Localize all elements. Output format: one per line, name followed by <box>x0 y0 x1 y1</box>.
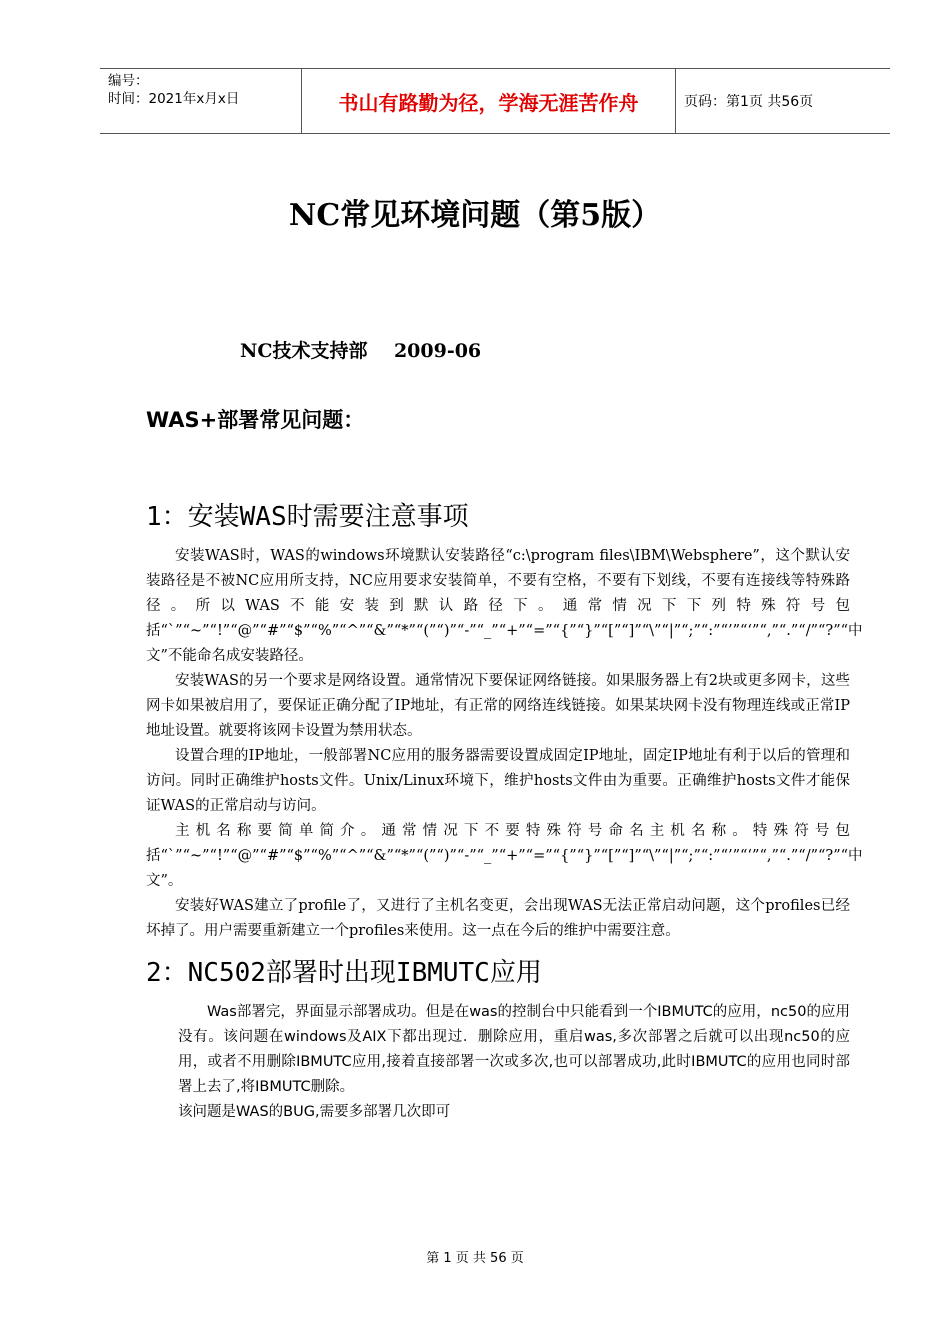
section1-paragraph: 主机名称要简单简介。通常情况下不要特殊符号命名主机名称。特殊符号包括“`”“~”“!”“@”“#”“$”“%”“^”“&”“*”“(”“)”“-”“_”“+”“=”“{”“}”“[”“]”“\”“|”“;”“:”“’”“‘”“,”“.”“/”“?”“中文”。 <box>146 823 863 889</box>
department-date: NC技术支持部 2009-06 <box>240 340 482 362</box>
section2-paragraph: 该问题是WAS的BUG,需要多部署几次即可 <box>178 1104 451 1120</box>
page-footer: 第 1 页 共 56 页 <box>426 1251 524 1266</box>
page-header <box>100 68 890 134</box>
section1-heading: 1：安装WAS时需要注意事项 <box>146 502 469 532</box>
was-section-heading: WAS+部署常见问题： <box>146 408 365 432</box>
section1-body <box>146 544 863 944</box>
section1-paragraph: 安装WAS的另一个要求是网络设置。通常情况下要保证网络链接。如果服务器上有2块或更多网卡，这些网卡如果被启用了，要保证正确分配了IP地址，有正常的网络连线链接。如果某块网卡没有物理连线或正常IP地址设置。就要将该网卡设置为禁用状态。 <box>146 673 850 739</box>
document-title: NC常见环境问题（第5版） <box>288 198 662 233</box>
section1-paragraph: 安装好WAS建立了profile了，又进行了主机名变更，会出现WAS无法正常启动问题，这个profiles已经坏掉了。用户需要重新建立一个profiles来使用。这一点在今后的维护中需要注意。 <box>146 898 850 939</box>
section2-paragraph: Was部署完，界面显示部署成功。但是在was的控制台中只能看到一个IBMUTC的应用，nc50的应用没有。该问题在windows及AIX下都出现过．删除应用，重启was,多次部署之后就可以出现nc50的应用，或者不用删除IBMUTC应用,接着直接部署一次或多次,也可以部署成功,此时IBMUTC的应用也同时部署上去了,将IBMUTC删除。 <box>178 1004 850 1095</box>
header-time-label: 时间：2021年x月x日 <box>108 91 240 107</box>
section1-paragraph: 安装WAS时，WAS的windows环境默认安装路径“c:\program files\IBM\Websphere”，这个默认安装路径是不被NC应用所支持，NC应用要求安装简单，不要有空格，不要有下划线，不要有连接线等特殊路径。所以WAS不能安装到默认路径下。通常情况下下列特殊符号包括“`”“~”“!”“@”“#”“$”“%”“^”“&”“*”“(”“)”“-”“_”“+”“=”“{”“}”“[”“]”“\”“|”“;”“:”“’”“‘”“,”“.”“/”“?”“中文”不能命名成安装路径。 <box>146 548 863 664</box>
header-number-label: 编号： <box>108 73 149 89</box>
section2-heading: 2：NC502部署时出现IBMUTC应用 <box>146 958 542 988</box>
section1-paragraph: 设置合理的IP地址，一般部署NC应用的服务器需要设置成固定IP地址，固定IP地址有利于以后的管理和访问。同时正确维护hosts文件。Unix/Linux环境下，维护hosts文件由为重要。正确维护hosts文件才能保证WAS的正常启动与访问。 <box>146 748 850 814</box>
header-motto: 书山有路勤为径，学海无涯苦作舟 <box>302 69 676 133</box>
section2-body <box>178 1000 850 1125</box>
header-meta <box>100 69 302 133</box>
header-page-info: 页码：第1页 共56页 <box>684 94 814 110</box>
